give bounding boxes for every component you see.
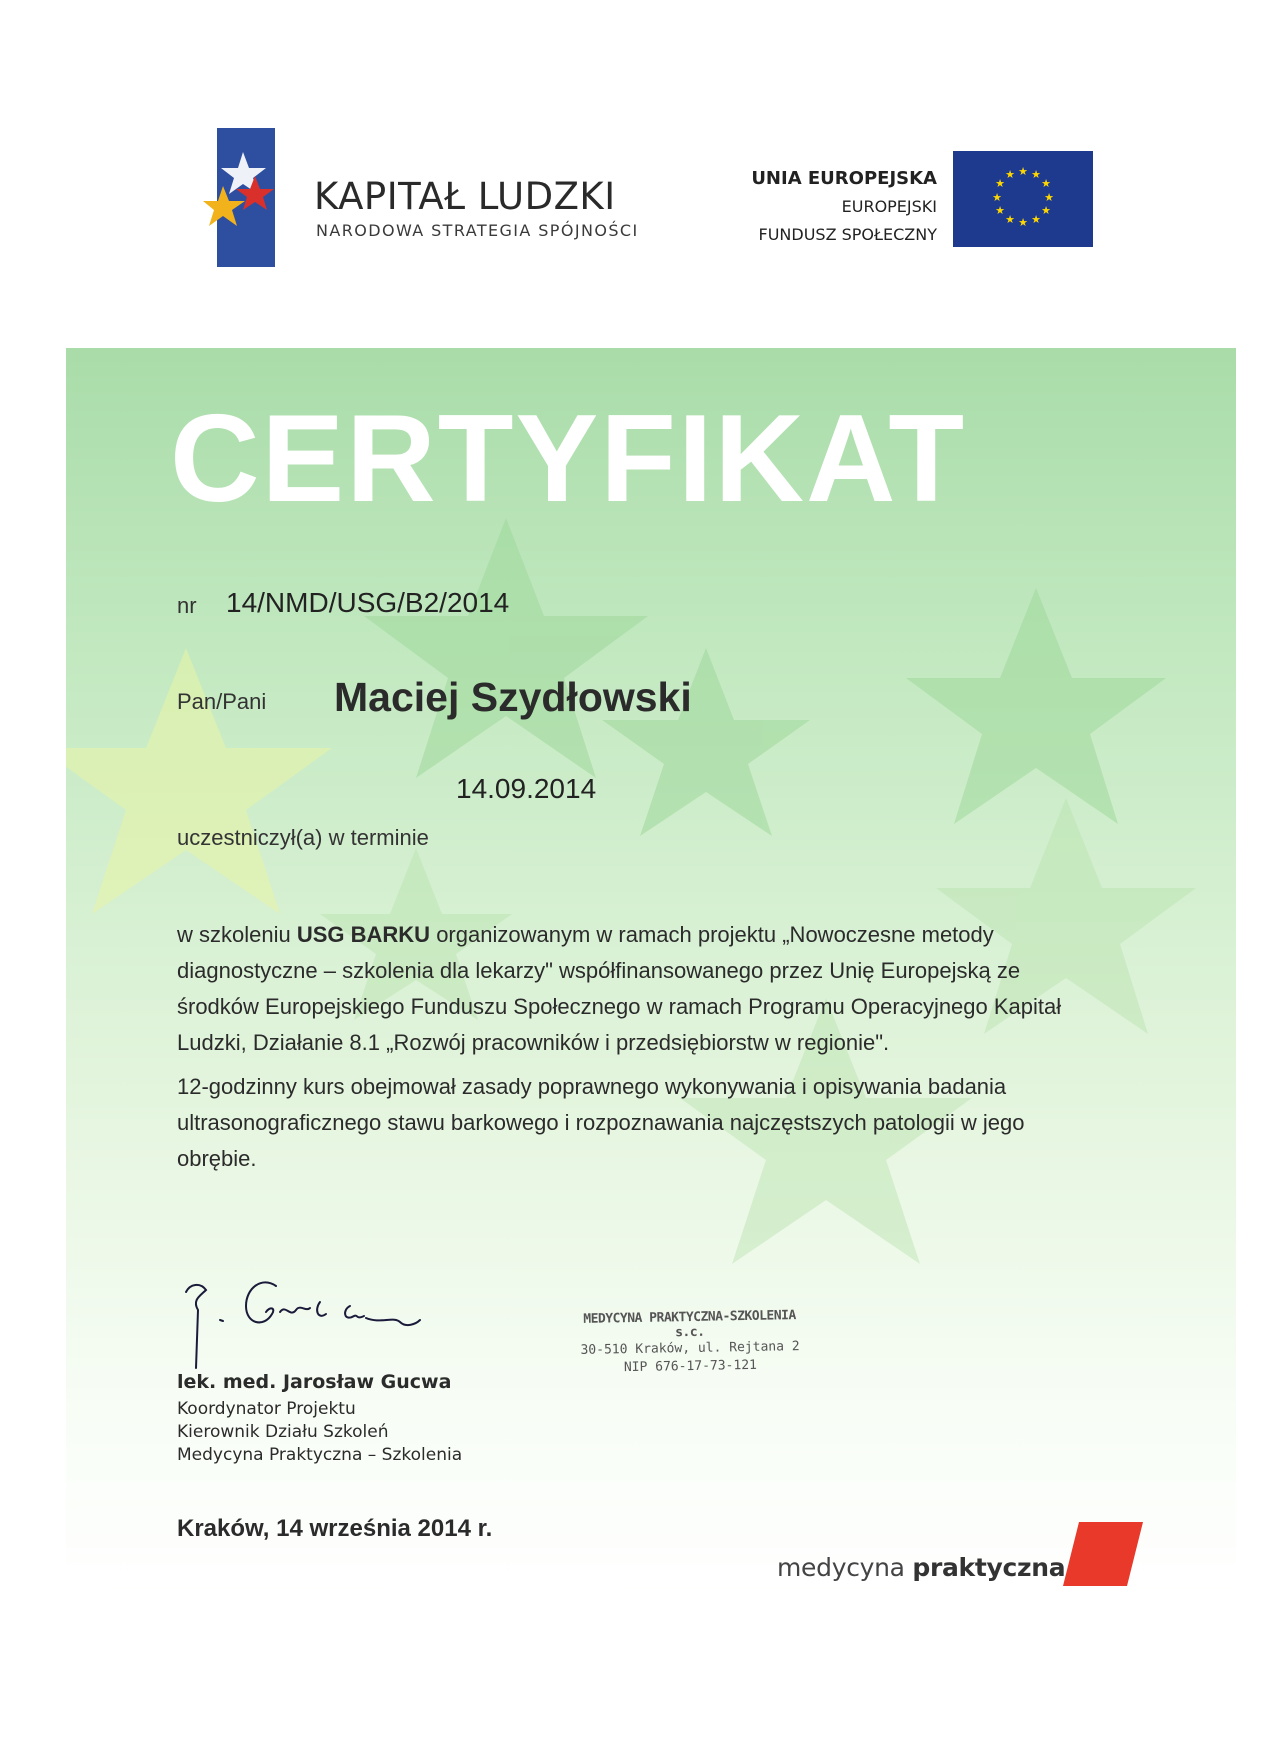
svg-text:★: ★ — [992, 191, 1002, 204]
term-label: uczestniczył(a) w terminie — [177, 825, 429, 850]
certificate-title: CERTYFIKAT — [170, 390, 967, 528]
body-p1-prefix: w szkoleniu — [177, 922, 297, 947]
svg-text:★: ★ — [995, 177, 1005, 190]
body-paragraph-2: 12-godzinny kurs obejmował zasady poprawnego wykonywania i opisywania badania ultrasonograficznego stawu barkowego i rozpoznawania najczęstszych patologii w jego obrębie. — [177, 1074, 1025, 1171]
stamp-line-2: 30-510 Kraków, ul. Rejtana 2 — [580, 1339, 800, 1358]
kapital-ludzki-logo-icon — [203, 128, 275, 267]
place-and-date: Kraków, 14 września 2014 r. — [177, 1515, 493, 1542]
svg-text:★: ★ — [1031, 213, 1041, 226]
stamp-line-1: MEDYCYNA PRAKTYCZNA-SZKOLENIA s.c. — [583, 1308, 796, 1341]
certificate-number: 14/NMD/USG/B2/2014 — [226, 587, 510, 618]
eu-fund-text — [751, 165, 937, 249]
svg-text:★: ★ — [1041, 177, 1051, 190]
signatory-role-2: Kierownik Działu Szkoleń — [177, 1422, 389, 1442]
brand-bold: praktyczna — [912, 1553, 1066, 1582]
brand-red-mark-icon — [1063, 1522, 1143, 1586]
svg-text:★: ★ — [1005, 168, 1015, 181]
eu-flag-icon — [953, 151, 1093, 247]
brand-light: medycyna — [777, 1553, 913, 1582]
svg-text:★: ★ — [995, 204, 1005, 217]
eu-line-2: EUROPEJSKI — [841, 197, 937, 216]
svg-text:★: ★ — [1018, 216, 1028, 229]
svg-text:★: ★ — [1041, 204, 1051, 217]
svg-text:★: ★ — [1005, 213, 1015, 226]
medycyna-praktyczna-logo — [777, 1553, 1065, 1582]
eu-line-3: FUNDUSZ SPOŁECZNY — [758, 225, 937, 244]
recipient-label: Pan/Pani — [177, 689, 267, 714]
program-subtitle: NARODOWA STRATEGIA SPÓJNOŚCI — [316, 221, 639, 240]
certificate-body — [177, 917, 1077, 1185]
training-date: 14.09.2014 — [456, 773, 597, 804]
svg-text:★: ★ — [1044, 191, 1054, 204]
company-stamp — [569, 1308, 810, 1378]
body-p1-rest: organizowanym w ramach projektu „Nowoczesne metody diagnostyczne – szkolenia dla lekarzy" współfinansowanego przez Unię Europejską ze środków Europejskiego Funduszu Społecznego w ramach Programu Operacyjnego Kapitał Ludzki, Działanie 8.1 „Rozwój pracowników i przedsiębiorstw w regionie". — [177, 922, 1062, 1055]
number-label: nr — [177, 593, 197, 618]
signatory-role-1: Koordynator Projektu — [177, 1399, 356, 1419]
recipient-name: Maciej Szydłowski — [334, 674, 692, 720]
signatory-role-3: Medycyna Praktyczna – Szkolenia — [177, 1445, 463, 1465]
signatory-roles — [177, 1398, 462, 1467]
handwritten-signature — [180, 1270, 440, 1370]
stamp-line-3: NIP 676-17-73-121 — [623, 1357, 758, 1376]
course-name: USG BARKU — [296, 922, 431, 947]
svg-text:★: ★ — [1031, 168, 1041, 181]
eu-line-1: UNIA EUROPEJSKA — [751, 168, 937, 189]
body-paragraph-1 — [177, 917, 1077, 1061]
svg-text:★: ★ — [1018, 165, 1028, 178]
program-title: KAPITAŁ LUDZKI — [314, 175, 616, 218]
signatory-name: lek. med. Jarosław Gucwa — [177, 1371, 452, 1393]
